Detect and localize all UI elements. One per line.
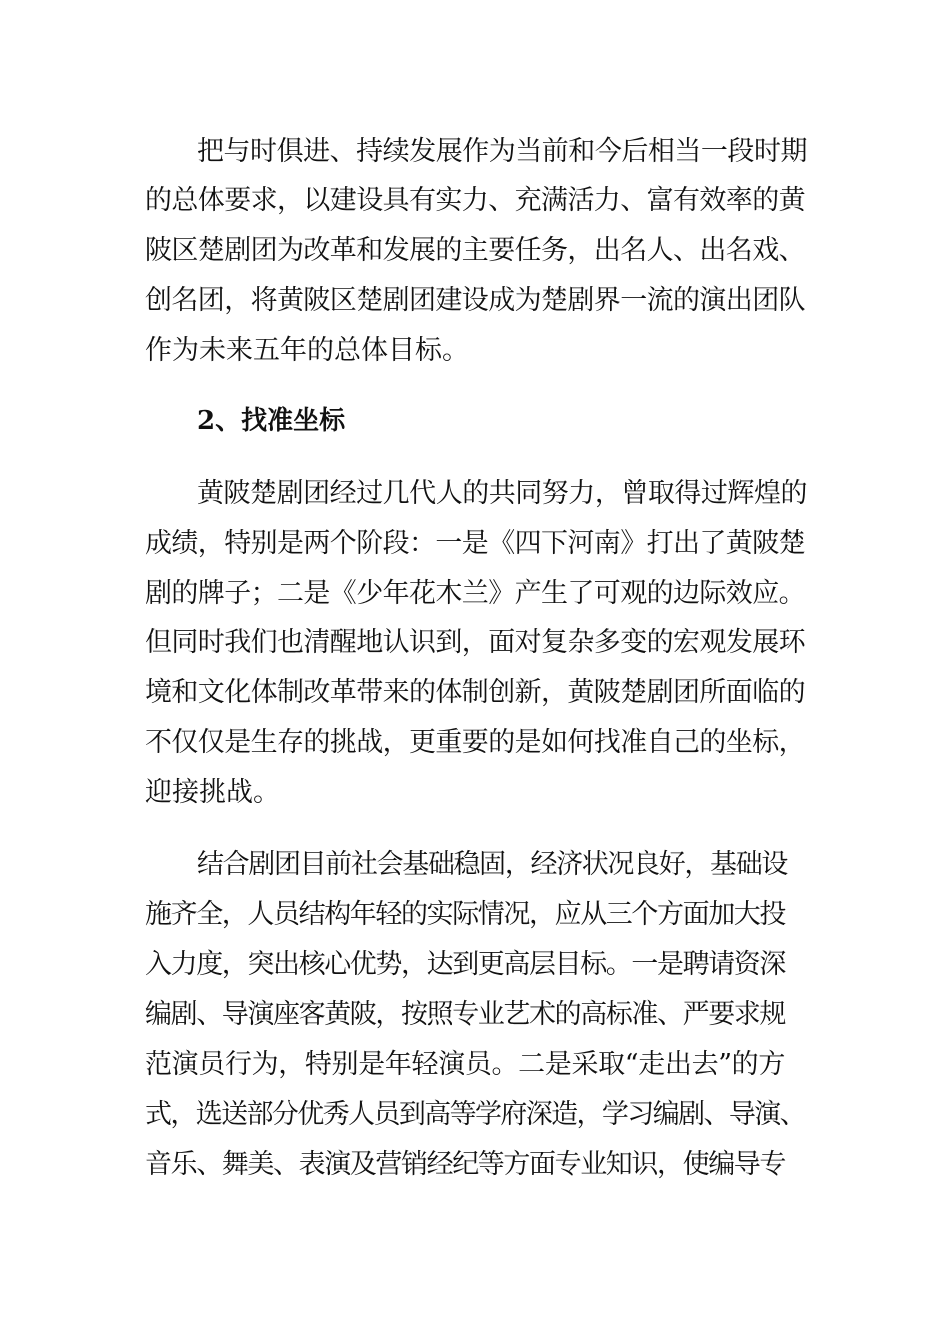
paragraph-1-line-4: 创名团，将黄陂区楚剧团建设成为楚剧界一流的演出团队 [145,285,805,316]
paragraph-2-line-3: 剧的牌子；二是《少年花木兰》产生了可观的边际效应。 [145,578,805,609]
paragraph-1-line-2: 的总体要求，以建设具有实力、充满活力、富有效率的黄 [145,185,805,216]
paragraph-3-line-3: 入力度，突出核心优势，达到更高层目标。一是聘请资深 [145,949,785,980]
paragraph-1-line-5: 作为未来五年的总体目标。 [145,335,469,366]
section-heading: 2、找准坐标 [197,406,346,436]
paragraph-1-line-3: 陂区楚剧团为改革和发展的主要任务，出名人、出名戏、 [145,235,805,266]
paragraph-2-line-7: 迎接挑战。 [145,777,280,808]
paragraph-3-line-7: 音乐、舞美、表演及营销经纪等方面专业知识，使编导专 [145,1149,785,1180]
paragraph-2-line-2: 成绩，特别是两个阶段：一是《四下河南》打出了黄陂楚 [145,528,805,559]
paragraph-3-line-6: 式，选送部分优秀人员到高等学府深造，学习编剧、导演、 [145,1099,805,1130]
paragraph-3-line-5: 范演员行为，特别是年轻演员。二是采取“走出去”的方 [145,1049,785,1080]
paragraph-2-line-6: 不仅仅是生存的挑战，更重要的是如何找准自己的坐标， [145,727,805,758]
paragraph-2-line-1: 黄陂楚剧团经过几代人的共同努力，曾取得过辉煌的 [197,478,807,509]
paragraph-3-line-1: 结合剧团目前社会基础稳固，经济状况良好，基础设 [197,849,787,880]
paragraph-2-line-5: 境和文化体制改革带来的体制创新，黄陂楚剧团所面临的 [145,677,805,708]
paragraph-1-line-1: 把与时俱进、持续发展作为当前和今后相当一段时期 [197,136,807,167]
paragraph-2-line-4: 但同时我们也清醒地认识到，面对复杂多变的宏观发展环 [145,627,805,658]
paragraph-3-line-4: 编剧、导演座客黄陂，按照专业艺术的高标准、严要求规 [145,999,785,1030]
paragraph-3-line-2: 施齐全，人员结构年轻的实际情况，应从三个方面加大投 [145,899,785,930]
